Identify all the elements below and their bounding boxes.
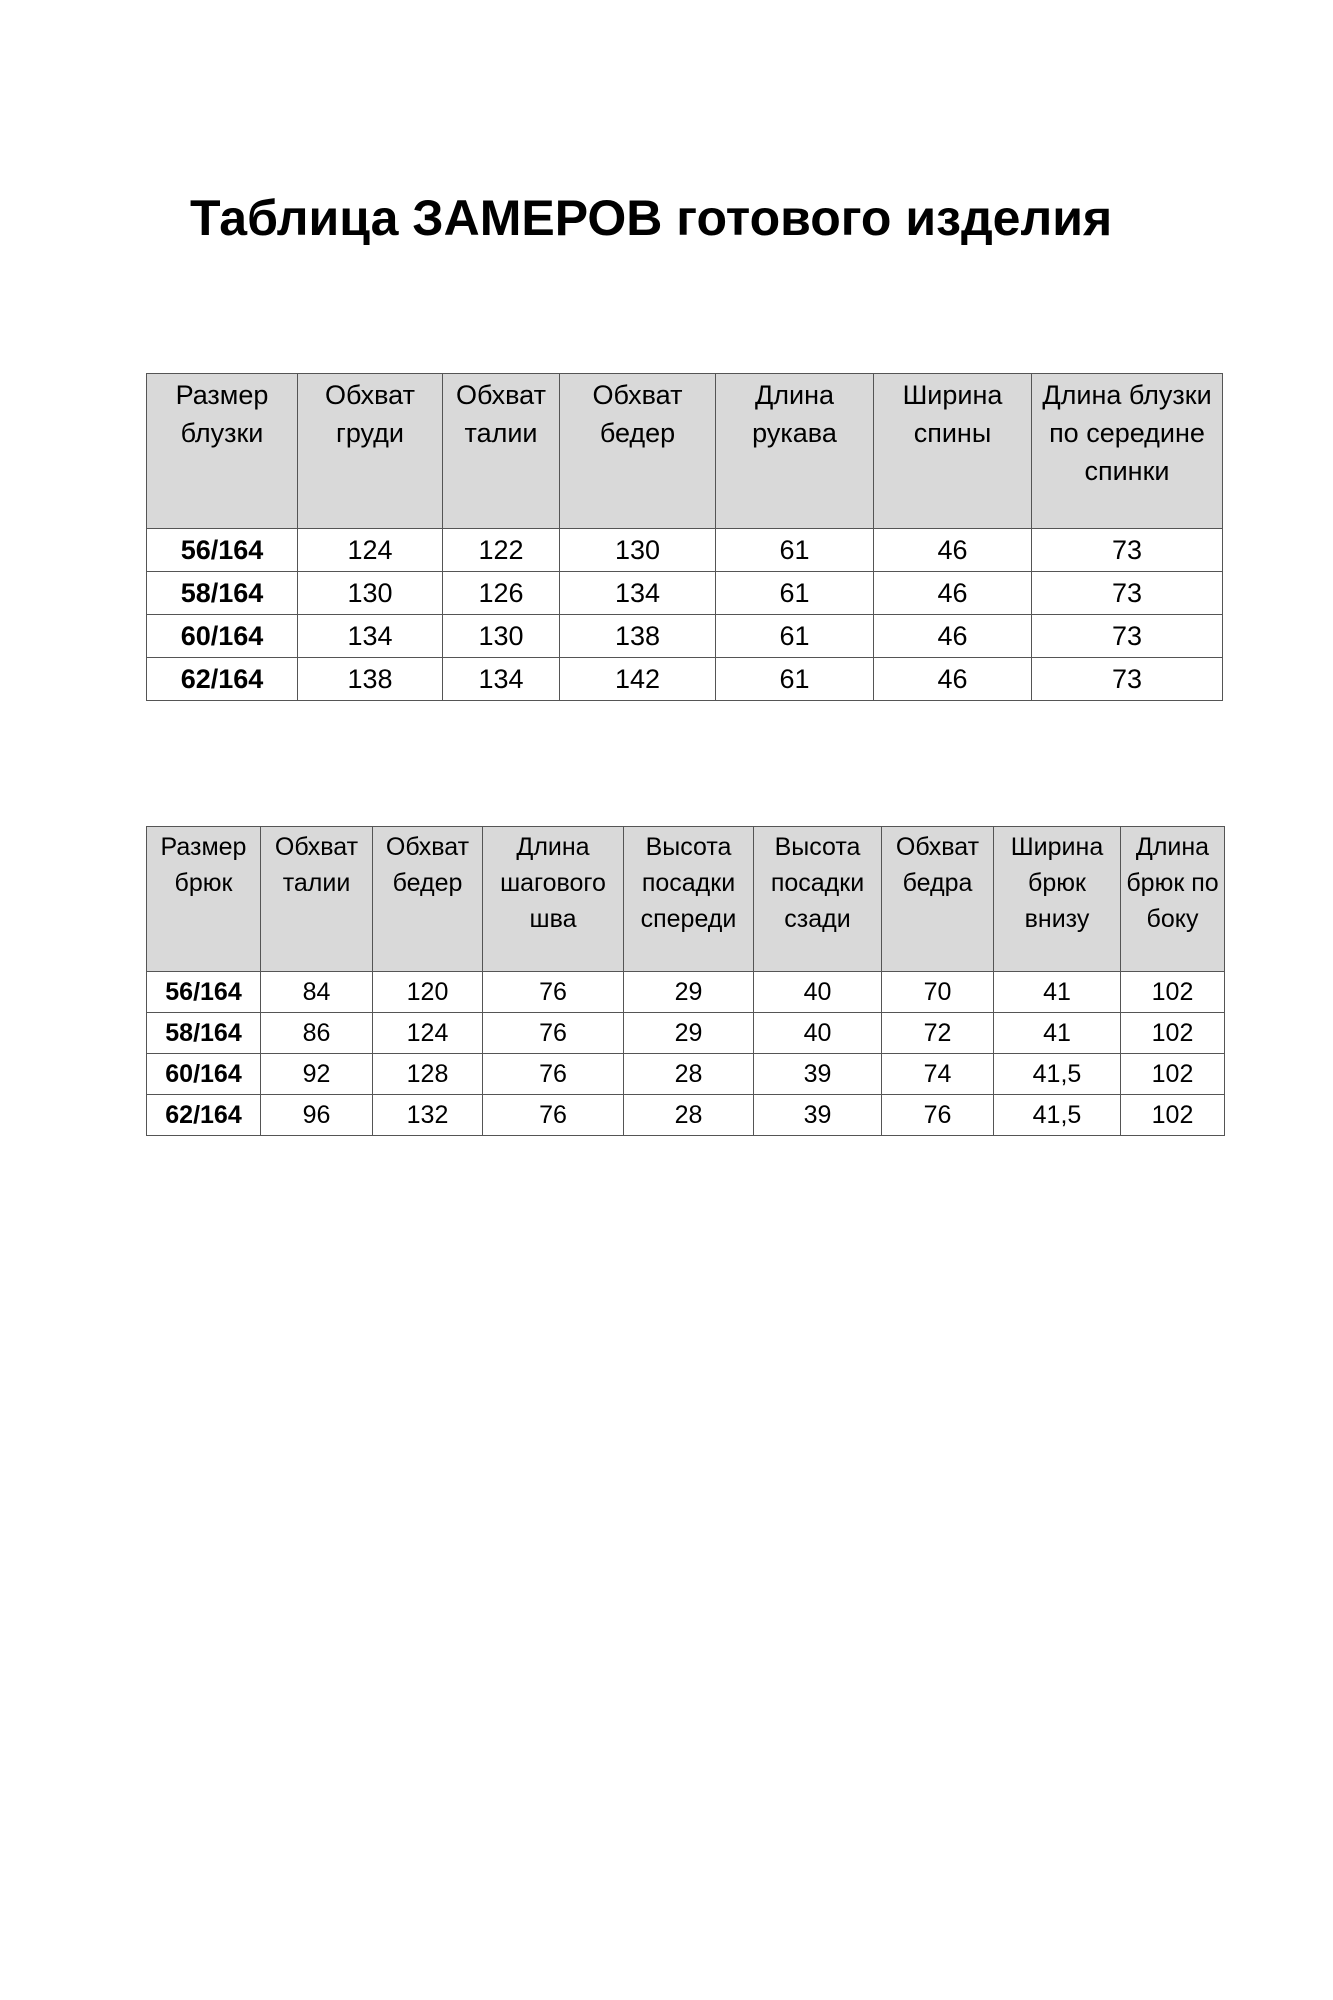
table-cell: 102: [1121, 1054, 1225, 1095]
table-cell: 126: [443, 572, 560, 615]
header-waist-girth: Обхват талии: [261, 827, 373, 972]
table-cell: 76: [483, 1054, 624, 1095]
table-cell: 40: [754, 1013, 882, 1054]
table-cell: 46: [874, 615, 1032, 658]
table-cell: 41: [994, 1013, 1121, 1054]
table-row: [147, 1095, 1225, 1136]
table-row: [147, 529, 1223, 572]
blouse-measurements-table: [146, 373, 1223, 701]
table-cell: 86: [261, 1013, 373, 1054]
table-cell: 41,5: [994, 1054, 1121, 1095]
table-cell: 61: [716, 658, 874, 701]
table-cell: 84: [261, 972, 373, 1013]
table-cell: 130: [298, 572, 443, 615]
table-header-row: [147, 827, 1225, 972]
table-cell: 61: [716, 615, 874, 658]
size-cell: 56/164: [147, 529, 298, 572]
table-cell: 40: [754, 972, 882, 1013]
header-side-length: Длина брюк по боку: [1121, 827, 1225, 972]
table-cell: 134: [560, 572, 716, 615]
header-trousers-size: Размер брюк: [147, 827, 261, 972]
table-cell: 132: [373, 1095, 483, 1136]
table-cell: 102: [1121, 1095, 1225, 1136]
table-cell: 142: [560, 658, 716, 701]
table-cell: 70: [882, 972, 994, 1013]
table-cell: 41,5: [994, 1095, 1121, 1136]
header-sleeve-length: Длина рукава: [716, 374, 874, 529]
table-row: [147, 1054, 1225, 1095]
header-hem-width: Ширина брюк внизу: [994, 827, 1121, 972]
table-row: [147, 615, 1223, 658]
table-row: [147, 658, 1223, 701]
table-cell: 138: [560, 615, 716, 658]
table-cell: 74: [882, 1054, 994, 1095]
header-back-rise: Высота посадки сзади: [754, 827, 882, 972]
table-cell: 92: [261, 1054, 373, 1095]
table-cell: 130: [443, 615, 560, 658]
table-cell: 41: [994, 972, 1121, 1013]
table-cell: 39: [754, 1054, 882, 1095]
table-cell: 28: [624, 1095, 754, 1136]
table-cell: 61: [716, 529, 874, 572]
header-hip-girth: Обхват бедер: [373, 827, 483, 972]
header-waist-girth: Обхват талии: [443, 374, 560, 529]
header-back-width: Ширина спины: [874, 374, 1032, 529]
size-cell: 60/164: [147, 615, 298, 658]
table-cell: 76: [483, 1013, 624, 1054]
table-cell: 122: [443, 529, 560, 572]
table-cell: 73: [1032, 529, 1223, 572]
table-cell: 72: [882, 1013, 994, 1054]
size-cell: 56/164: [147, 972, 261, 1013]
table-cell: 39: [754, 1095, 882, 1136]
table-cell: 124: [298, 529, 443, 572]
table-cell: 124: [373, 1013, 483, 1054]
table-cell: 102: [1121, 972, 1225, 1013]
size-cell: 58/164: [147, 1013, 261, 1054]
table-cell: 134: [298, 615, 443, 658]
page-title: Таблица ЗАМЕРОВ готового изделия: [190, 190, 1113, 246]
header-blouse-size: Размер блузки: [147, 374, 298, 529]
header-blouse-length: Длина блузки по середине спинки: [1032, 374, 1223, 529]
table-cell: 102: [1121, 1013, 1225, 1054]
table-cell: 134: [443, 658, 560, 701]
table-header-row: [147, 374, 1223, 529]
header-front-rise: Высота посадки спереди: [624, 827, 754, 972]
table-cell: 46: [874, 529, 1032, 572]
table-row: [147, 572, 1223, 615]
table-row: [147, 1013, 1225, 1054]
size-cell: 58/164: [147, 572, 298, 615]
table-cell: 128: [373, 1054, 483, 1095]
size-cell: 62/164: [147, 658, 298, 701]
header-chest-girth: Обхват груди: [298, 374, 443, 529]
table-row: [147, 972, 1225, 1013]
table-cell: 28: [624, 1054, 754, 1095]
table-cell: 76: [882, 1095, 994, 1136]
trousers-measurements-table: [146, 826, 1225, 1136]
table-cell: 76: [483, 972, 624, 1013]
table-cell: 29: [624, 972, 754, 1013]
header-inseam-length: Длина шагового шва: [483, 827, 624, 972]
table-cell: 73: [1032, 572, 1223, 615]
table-cell: 61: [716, 572, 874, 615]
table-cell: 130: [560, 529, 716, 572]
table-cell: 46: [874, 658, 1032, 701]
table-cell: 46: [874, 572, 1032, 615]
size-cell: 62/164: [147, 1095, 261, 1136]
table-cell: 138: [298, 658, 443, 701]
header-thigh-girth: Обхват бедра: [882, 827, 994, 972]
table-cell: 76: [483, 1095, 624, 1136]
size-cell: 60/164: [147, 1054, 261, 1095]
header-hip-girth: Обхват бедер: [560, 374, 716, 529]
table-cell: 29: [624, 1013, 754, 1054]
table-cell: 73: [1032, 658, 1223, 701]
table-cell: 96: [261, 1095, 373, 1136]
table-cell: 73: [1032, 615, 1223, 658]
table-cell: 120: [373, 972, 483, 1013]
